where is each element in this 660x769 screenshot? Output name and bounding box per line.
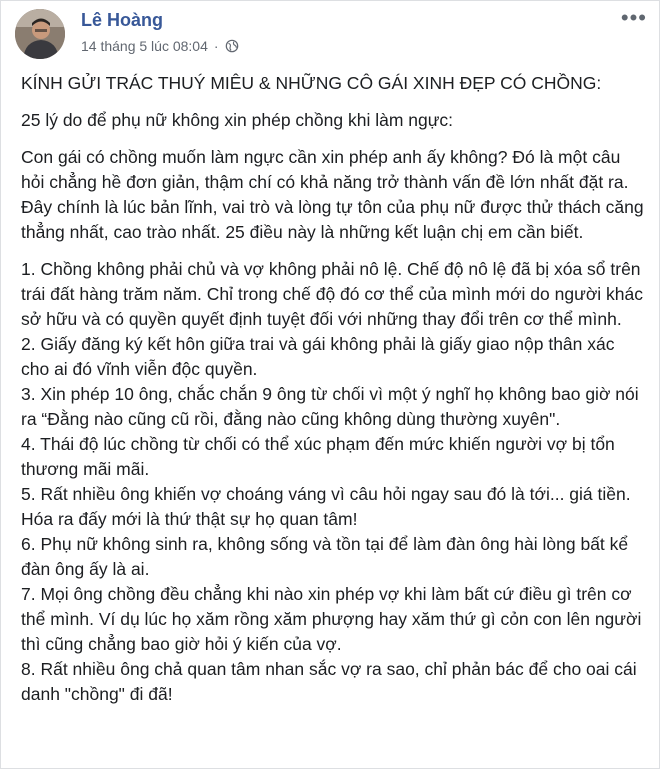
post-subtitle: 25 lý do để phụ nữ không xin phép chồng khi làm ngực: xyxy=(21,110,454,130)
post-timestamp[interactable]: 14 tháng 5 lúc 08:04 xyxy=(81,38,208,54)
more-options-icon[interactable]: ••• xyxy=(620,5,647,30)
post-meta xyxy=(81,38,239,54)
reasons-list xyxy=(21,257,645,707)
reason-item: 4. Thái độ lúc chồng từ chối có thể xúc phạm đến mức khiến người vợ bị tổn thương mãi mãi. xyxy=(21,434,615,479)
globe-icon[interactable] xyxy=(225,39,239,53)
post-intro-2: Đây chính là lúc bản lĩnh, vai trò và lòng tự tôn của phụ nữ được thử thách căng thẳng nhất, cao trào nhất. 25 điều này là những kết luận chị em cần biết. xyxy=(21,197,644,242)
reason-item: 8. Rất nhiều ông chả quan tâm nhan sắc vợ ra sao, chỉ phản bác để cho oai cái danh "chồng" đi đã! xyxy=(21,659,637,704)
reason-item: 7. Mọi ông chồng đều chẳng khi nào xin phép vợ khi làm bất cứ điều gì trên cơ thể mình. Ví dụ lúc họ xăm rồng xăm phượng hay xăm thứ gì cỏn con lên người thì cũng chẳng bao giờ hỏi ý kiến của vợ. xyxy=(21,584,642,654)
post-title: KÍNH GỬI TRÁC THUÝ MIÊU & NHỮNG CÔ GÁI XINH ĐẸP CÓ CHỒNG: xyxy=(21,73,602,93)
reason-item: 5. Rất nhiều ông khiến vợ choáng váng vì câu hỏi ngay sau đó là tới... giá tiền. Hóa ra đấy mới là thứ thật sự họ quan tâm! xyxy=(21,484,631,529)
post-header xyxy=(1,1,659,61)
author-name[interactable]: Lê Hoàng xyxy=(81,10,164,30)
reason-item: 3. Xin phép 10 ông, chắc chắn 9 ông từ chối vì một ý nghĩ họ không bao giờ nói ra “Đằng nào cũng cũ rồi, đằng nào cũng không dùng thường xuyên". xyxy=(21,384,639,429)
avatar-image xyxy=(15,9,65,59)
post-intro-1: Con gái có chồng muốn làm ngực cần xin phép anh ấy không? Đó là một câu hỏi chẳng hề đơn giản, thậm chí có khả năng trở thành vấn đề lớn nhất đặt ra. xyxy=(21,147,629,192)
reason-item: 2. Giấy đăng ký kết hôn giữa trai và gái không phải là giấy giao nộp thân xác cho ai đó vĩnh viễn độc quyền. xyxy=(21,334,615,379)
reason-item: 6. Phụ nữ không sinh ra, không sống và tồn tại để làm đàn ông hài lòng bất kể đàn ông ấy là ai. xyxy=(21,534,629,579)
meta-separator: · xyxy=(213,38,219,54)
reason-item: 1. Chồng không phải chủ và vợ không phải nô lệ. Chế độ nô lệ đã bị xóa sổ trên trái đất hàng trăm năm. Chỉ trong chế độ đó cơ thể của mình mới do người khác sở hữu và có quyền quyết định tuyệt đối với những thay đổi trên cơ thể mình. xyxy=(21,259,644,329)
post-content xyxy=(1,61,659,707)
avatar[interactable] xyxy=(15,9,65,59)
